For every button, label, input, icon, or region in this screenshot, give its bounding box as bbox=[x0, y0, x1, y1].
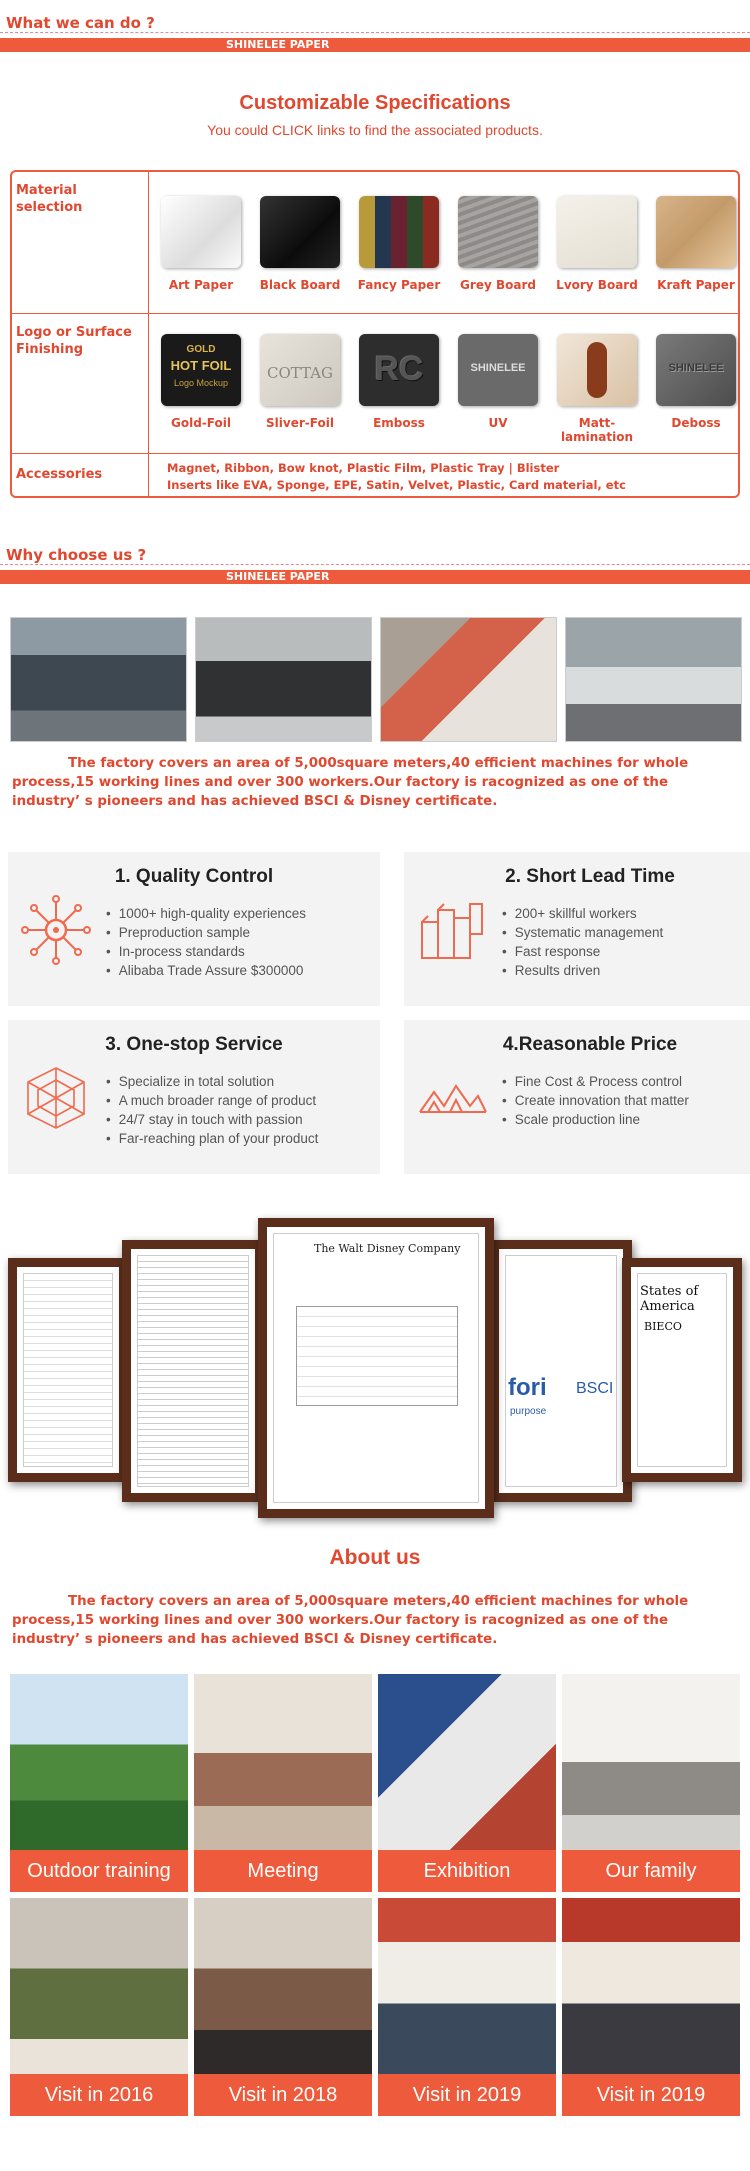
brand-label: SHINELEE PAPER bbox=[226, 38, 330, 51]
ivory-board-thumb bbox=[557, 196, 637, 268]
material-ivory-board[interactable] bbox=[552, 196, 642, 292]
card-list bbox=[502, 904, 663, 980]
finishing-caption: Emboss bbox=[373, 416, 425, 430]
about-title: About us bbox=[329, 1546, 421, 1569]
card-list-item: • 1000+ high-quality experiences bbox=[106, 904, 306, 923]
quality-control-card bbox=[8, 852, 380, 1006]
gallery-tile[interactable] bbox=[562, 1674, 740, 1892]
finishing-emboss[interactable] bbox=[354, 334, 444, 430]
card-list-item: • Fast response bbox=[502, 942, 663, 961]
certificate-frame bbox=[490, 1240, 632, 1502]
finishing-caption: Deboss bbox=[671, 416, 721, 430]
card-list-item: • Create innovation that matter bbox=[502, 1091, 689, 1110]
material-caption: Fancy Paper bbox=[357, 278, 441, 292]
material-caption: Kraft Paper bbox=[657, 278, 735, 292]
card-list-item: • Far-reaching plan of your product bbox=[106, 1129, 318, 1148]
brand-bar bbox=[0, 570, 750, 584]
finishing-uv[interactable] bbox=[453, 334, 543, 430]
deboss-text: SHINELEE bbox=[668, 362, 724, 374]
card-list-item: • A much broader range of product bbox=[106, 1091, 318, 1110]
finishing-caption: Sliver-Foil bbox=[266, 416, 334, 430]
card-title: 4.Reasonable Price bbox=[502, 1034, 678, 1055]
material-label: Material selection bbox=[12, 172, 149, 313]
specs-subtitle: You could CLICK links to find the associated products. bbox=[207, 122, 543, 138]
factory-photo bbox=[565, 617, 742, 742]
card-list-item: • In-process standards bbox=[106, 942, 306, 961]
certificate-frame bbox=[122, 1240, 264, 1502]
network-icon bbox=[18, 892, 94, 968]
divider bbox=[0, 564, 750, 565]
tile-label: Visit in 2019 bbox=[378, 2074, 556, 2116]
card-list-item: • Specialize in total solution bbox=[106, 1072, 318, 1091]
gold-foil-text: GOLD bbox=[186, 344, 216, 355]
material-caption: Art Paper bbox=[168, 278, 234, 292]
specifications-table bbox=[10, 170, 740, 498]
silver-foil-thumb bbox=[260, 334, 340, 406]
divider bbox=[0, 32, 750, 33]
card-list-item: • Alibaba Trade Assure $300000 bbox=[106, 961, 306, 980]
material-caption: Black Board bbox=[259, 278, 341, 292]
specs-title: Customizable Specifications bbox=[239, 92, 511, 114]
usa-cert-title: States of America bbox=[640, 1284, 699, 1314]
finishing-caption: UV bbox=[488, 416, 508, 430]
section-title: Why choose us ? bbox=[6, 546, 147, 564]
disney-cert-title: The Walt Disney Company bbox=[314, 1242, 461, 1255]
certificate-frame bbox=[8, 1258, 128, 1482]
gallery-tile[interactable] bbox=[562, 1898, 740, 2116]
material-caption: Grey Board bbox=[460, 278, 536, 292]
material-grey-board[interactable] bbox=[453, 196, 543, 292]
tile-label: Visit in 2016 bbox=[10, 2074, 188, 2116]
finishing-caption: Matt-lamination bbox=[560, 416, 634, 444]
uv-text: SHINELEE bbox=[470, 362, 526, 374]
gallery-tile[interactable] bbox=[194, 1674, 372, 1892]
matt-lamination-thumb bbox=[557, 334, 637, 406]
finishing-caption: Gold-Foil bbox=[171, 416, 231, 430]
gold-foil-text: Logo Mockup bbox=[173, 378, 229, 388]
card-title: 1. Quality Control bbox=[114, 866, 274, 887]
violin-icon bbox=[587, 342, 607, 398]
bsci-logo: fori bbox=[508, 1374, 547, 1401]
short-lead-time-card bbox=[404, 852, 750, 1006]
uv-thumb bbox=[458, 334, 538, 406]
mountains-icon bbox=[414, 1060, 490, 1136]
fancy-paper-thumb bbox=[359, 196, 439, 268]
material-art-paper[interactable] bbox=[156, 196, 246, 292]
card-list-item: • Preproduction sample bbox=[106, 923, 306, 942]
tile-label: Our family bbox=[562, 1850, 740, 1892]
emboss-text: RC bbox=[374, 350, 424, 388]
tile-label: Meeting bbox=[194, 1850, 372, 1892]
finishing-deboss[interactable] bbox=[651, 334, 741, 430]
brand-label: SHINELEE PAPER bbox=[226, 570, 330, 583]
gold-foil-text: HOT FOIL bbox=[170, 358, 232, 373]
deboss-thumb bbox=[656, 334, 736, 406]
about-description: The factory covers an area of 5,000square meters,40 efficient machines for whole process,15 working lines and over 300 workers.Our factory is racognized as one of the industry’ s pioneers and has achieved BSCI & Disney certificate. bbox=[12, 1594, 689, 1647]
cube-grid-icon bbox=[18, 1060, 94, 1136]
accessories-row bbox=[12, 454, 738, 498]
factory-photo bbox=[10, 617, 187, 742]
finishing-gold-foil[interactable] bbox=[156, 334, 246, 430]
card-list-item: • 200+ skillful workers bbox=[502, 904, 663, 923]
finishing-row bbox=[12, 314, 738, 454]
gallery-tile[interactable] bbox=[378, 1674, 556, 1892]
card-title: 2. Short Lead Time bbox=[505, 866, 675, 887]
tile-label: Outdoor training bbox=[10, 1850, 188, 1892]
usa-cert-mark: BIECO bbox=[644, 1320, 682, 1333]
card-list-item: • Results driven bbox=[502, 961, 663, 980]
emboss-thumb bbox=[359, 334, 439, 406]
finishing-matt-lamination[interactable] bbox=[552, 334, 642, 444]
tile-label: Exhibition bbox=[378, 1850, 556, 1892]
gallery-tile[interactable] bbox=[378, 1898, 556, 2116]
certificate-frame bbox=[622, 1258, 742, 1482]
gallery-tile[interactable] bbox=[10, 1674, 188, 1892]
card-list bbox=[502, 1072, 689, 1129]
accessories-label: Accessories bbox=[12, 454, 149, 498]
card-list-item: • 24/7 stay in touch with passion bbox=[106, 1110, 318, 1129]
gallery-tile[interactable] bbox=[10, 1898, 188, 2116]
material-kraft-paper[interactable] bbox=[651, 196, 741, 292]
boxes-icon bbox=[414, 892, 490, 968]
accessories-line[interactable]: Magnet, Ribbon, Bow knot, Plastic Film, Plastic Tray | Blister bbox=[167, 461, 560, 475]
tile-label: Visit in 2019 bbox=[562, 2074, 740, 2116]
art-paper-thumb bbox=[161, 196, 241, 268]
reasonable-price-card bbox=[404, 1020, 750, 1174]
card-list-item: • Fine Cost & Process control bbox=[502, 1072, 689, 1091]
disney-cert-table bbox=[296, 1306, 458, 1406]
finishing-silver-foil[interactable] bbox=[255, 334, 345, 430]
card-list-item: • Scale production line bbox=[502, 1110, 689, 1129]
material-row bbox=[12, 172, 738, 314]
section-title: What we can do ? bbox=[6, 14, 155, 32]
factory-photo bbox=[380, 617, 557, 742]
material-fancy-paper[interactable] bbox=[354, 196, 444, 292]
card-list bbox=[106, 904, 306, 980]
card-list bbox=[106, 1072, 318, 1148]
gallery-tile[interactable] bbox=[194, 1898, 372, 2116]
card-list-item: • Systematic management bbox=[502, 923, 663, 942]
factory-photo bbox=[195, 617, 372, 742]
accessories-line[interactable]: Inserts like EVA, Sponge, EPE, Satin, Velvet, Plastic, Card material, etc bbox=[167, 478, 626, 492]
bsci-logo: BSCI bbox=[576, 1380, 614, 1397]
factory-description: The factory covers an area of 5,000square meters,40 efficient machines for whole process,15 working lines and over 300 workers.Our factory is racognized as one of the industry’ s pioneers and has achieved BSCI & Disney certificate. bbox=[12, 756, 689, 809]
tile-label: Visit in 2018 bbox=[194, 2074, 372, 2116]
gold-foil-thumb bbox=[161, 334, 241, 406]
material-caption: Lvory Board bbox=[556, 278, 638, 292]
bsci-logo: purpose bbox=[510, 1406, 547, 1417]
card-title: 3. One-stop Service bbox=[105, 1034, 283, 1055]
certificate-frame bbox=[258, 1218, 494, 1518]
black-board-thumb bbox=[260, 196, 340, 268]
one-stop-service-card bbox=[8, 1020, 380, 1174]
finishing-label: Logo or Surface Finishing bbox=[12, 314, 149, 453]
grey-board-thumb bbox=[458, 196, 538, 268]
kraft-paper-thumb bbox=[656, 196, 736, 268]
material-black-board[interactable] bbox=[255, 196, 345, 292]
silver-foil-text: COTTAG bbox=[266, 364, 334, 382]
brand-bar bbox=[0, 38, 750, 52]
